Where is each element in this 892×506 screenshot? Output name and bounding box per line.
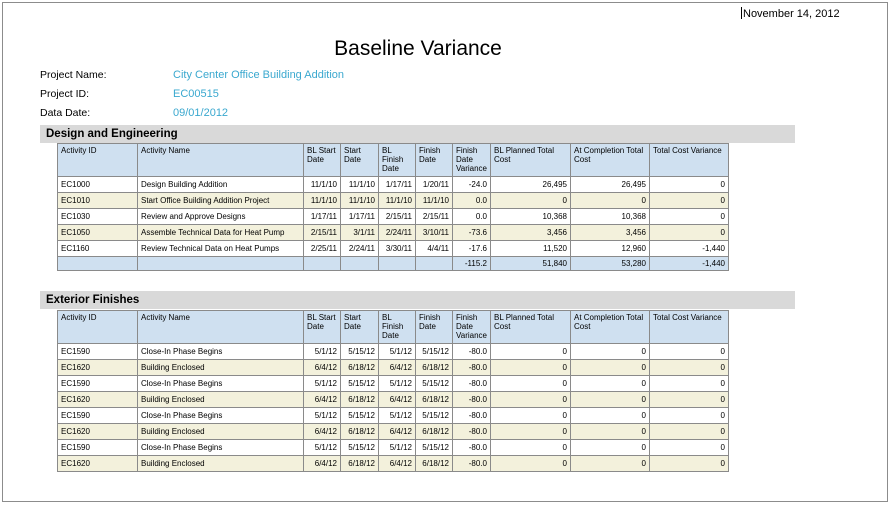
project-id-value: EC00515 (173, 88, 219, 100)
total-finish-date-variance: -115.2 (453, 257, 491, 271)
cell-activity-name: Close-In Phase Begins (138, 344, 304, 360)
cell-activity-name: Building Enclosed (138, 456, 304, 472)
cell-start-date: 6/18/12 (341, 456, 379, 472)
report-title: Baseline Variance (334, 37, 502, 60)
col-header-start: Start Date (341, 144, 379, 177)
col-header-finish: Finish Date (416, 144, 453, 177)
cell-finish-date-variance: -80.0 (453, 456, 491, 472)
cell-bl-planned-total-cost: 26,495 (490, 177, 570, 193)
cell-total-cost-variance: 0 (649, 193, 728, 209)
total-finish-date (416, 257, 453, 271)
cell-finish-date-variance: -80.0 (453, 392, 491, 408)
project-name-value: City Center Office Building Addition (173, 69, 344, 81)
cell-start-date: 3/1/11 (341, 225, 379, 241)
cell-total-cost-variance: 0 (649, 360, 728, 376)
cell-bl-planned-total-cost: 0 (490, 424, 570, 440)
cell-at-completion-total-cost: 0 (570, 440, 649, 456)
cell-total-cost-variance: -1,440 (649, 241, 728, 257)
total-activity-id (58, 257, 138, 271)
cell-activity-name: Close-In Phase Begins (138, 376, 304, 392)
cell-activity-name: Assemble Technical Data for Heat Pump (138, 225, 304, 241)
cell-start-date: 5/15/12 (341, 408, 379, 424)
col-header-cost-variance: Total Cost Variance (649, 144, 728, 177)
cell-at-completion-total-cost: 0 (570, 456, 649, 472)
cell-bl-planned-total-cost: 11,520 (490, 241, 570, 257)
col-header-at-completion-cost: At Completion Total Cost (570, 144, 649, 177)
cell-finish-date: 5/15/12 (416, 376, 453, 392)
cell-finish-date-variance: -17.6 (453, 241, 491, 257)
table-row (58, 392, 729, 408)
col-header-start: Start Date (341, 311, 379, 344)
cell-finish-date-variance: -73.6 (453, 225, 491, 241)
section-header-exterior-finishes: Exterior Finishes (40, 291, 795, 309)
cell-finish-date: 4/4/11 (416, 241, 453, 257)
cell-finish-date: 11/1/10 (416, 193, 453, 209)
col-header-activity-name: Activity Name (138, 311, 304, 344)
cell-bl-planned-total-cost: 0 (490, 440, 570, 456)
cell-finish-date-variance: -80.0 (453, 344, 491, 360)
total-bl-finish-date (379, 257, 416, 271)
col-header-at-completion-cost: At Completion Total Cost (570, 311, 649, 344)
table-row (58, 209, 729, 225)
cell-bl-start-date: 11/1/10 (304, 193, 341, 209)
cell-finish-date: 6/18/12 (416, 360, 453, 376)
cell-at-completion-total-cost: 0 (570, 376, 649, 392)
cell-total-cost-variance: 0 (649, 424, 728, 440)
cell-start-date: 5/15/12 (341, 344, 379, 360)
cell-start-date: 6/18/12 (341, 360, 379, 376)
cell-start-date: 11/1/10 (341, 177, 379, 193)
cell-bl-start-date: 2/15/11 (304, 225, 341, 241)
cell-bl-start-date: 5/1/12 (304, 408, 341, 424)
report-date (741, 7, 840, 20)
cell-activity-id: EC1010 (58, 193, 138, 209)
cell-finish-date-variance: -80.0 (453, 376, 491, 392)
cell-bl-finish-date: 2/24/11 (379, 225, 416, 241)
total-at-completion-total-cost: 53,280 (570, 257, 649, 271)
cell-total-cost-variance: 0 (649, 177, 728, 193)
cell-bl-start-date: 6/4/12 (304, 456, 341, 472)
cell-at-completion-total-cost: 12,960 (570, 241, 649, 257)
design-engineering-table (57, 143, 729, 271)
cell-at-completion-total-cost: 0 (570, 193, 649, 209)
cell-start-date: 5/15/12 (341, 376, 379, 392)
cell-activity-id: EC1160 (58, 241, 138, 257)
cell-at-completion-total-cost: 0 (570, 344, 649, 360)
cell-finish-date: 1/20/11 (416, 177, 453, 193)
cell-activity-name: Close-In Phase Begins (138, 440, 304, 456)
cell-activity-id: EC1590 (58, 408, 138, 424)
cell-start-date: 2/24/11 (341, 241, 379, 257)
cell-activity-name: Close-In Phase Begins (138, 408, 304, 424)
cell-activity-id: EC1000 (58, 177, 138, 193)
cell-at-completion-total-cost: 0 (570, 392, 649, 408)
cell-finish-date-variance: 0.0 (453, 193, 491, 209)
col-header-activity-name: Activity Name (138, 144, 304, 177)
cell-at-completion-total-cost: 10,368 (570, 209, 649, 225)
cell-activity-name: Start Office Building Addition Project (138, 193, 304, 209)
cell-activity-id: EC1050 (58, 225, 138, 241)
col-header-finish: Finish Date (416, 311, 453, 344)
cell-bl-planned-total-cost: 3,456 (490, 225, 570, 241)
cell-activity-id: EC1620 (58, 360, 138, 376)
table-row (58, 456, 729, 472)
cell-total-cost-variance: 0 (649, 344, 728, 360)
cell-finish-date: 3/10/11 (416, 225, 453, 241)
cell-activity-name: Building Enclosed (138, 424, 304, 440)
table-header-row (58, 311, 729, 344)
cell-bl-finish-date: 11/1/10 (379, 193, 416, 209)
cell-total-cost-variance: 0 (649, 209, 728, 225)
cell-bl-start-date: 5/1/12 (304, 376, 341, 392)
col-header-bl-finish: BL Finish Date (379, 144, 416, 177)
cell-bl-planned-total-cost: 0 (490, 360, 570, 376)
exterior-finishes-rows (58, 344, 729, 472)
cell-start-date: 6/18/12 (341, 392, 379, 408)
table-row (58, 225, 729, 241)
cell-total-cost-variance: 0 (649, 392, 728, 408)
col-header-bl-planned-cost: BL Planned Total Cost (490, 311, 570, 344)
table-row (58, 193, 729, 209)
project-name-label: Project Name: (40, 69, 107, 81)
table-row (58, 344, 729, 360)
cell-start-date: 1/17/11 (341, 209, 379, 225)
cell-finish-date: 6/18/12 (416, 456, 453, 472)
cell-bl-start-date: 6/4/12 (304, 424, 341, 440)
cell-activity-name: Building Enclosed (138, 360, 304, 376)
table-header-row (58, 144, 729, 177)
report-date-text: November 14, 2012 (743, 8, 840, 20)
col-header-bl-finish: BL Finish Date (379, 311, 416, 344)
col-header-activity-id: Activity ID (58, 144, 138, 177)
cell-at-completion-total-cost: 26,495 (570, 177, 649, 193)
cell-bl-start-date: 6/4/12 (304, 360, 341, 376)
cell-finish-date: 5/15/12 (416, 344, 453, 360)
cell-activity-name: Review Technical Data on Heat Pumps (138, 241, 304, 257)
cell-activity-id: EC1590 (58, 344, 138, 360)
cell-finish-date: 6/18/12 (416, 424, 453, 440)
cell-activity-name: Building Enclosed (138, 392, 304, 408)
cell-total-cost-variance: 0 (649, 456, 728, 472)
col-header-bl-planned-cost: BL Planned Total Cost (490, 144, 570, 177)
cell-finish-date-variance: -80.0 (453, 440, 491, 456)
cell-bl-planned-total-cost: 0 (490, 344, 570, 360)
cell-bl-finish-date: 2/15/11 (379, 209, 416, 225)
cell-finish-date-variance: -80.0 (453, 408, 491, 424)
cell-bl-planned-total-cost: 10,368 (490, 209, 570, 225)
cell-activity-id: EC1620 (58, 424, 138, 440)
data-date-label: Data Date: (40, 107, 91, 119)
cell-bl-finish-date: 6/4/12 (379, 424, 416, 440)
cell-total-cost-variance: 0 (649, 408, 728, 424)
design-engineering-rows (58, 177, 729, 271)
col-header-activity-id: Activity ID (58, 311, 138, 344)
cell-bl-planned-total-cost: 0 (490, 408, 570, 424)
totals-row (58, 257, 729, 271)
cell-start-date: 11/1/10 (341, 193, 379, 209)
cell-bl-start-date: 2/25/11 (304, 241, 341, 257)
cell-bl-start-date: 11/1/10 (304, 177, 341, 193)
cell-at-completion-total-cost: 0 (570, 360, 649, 376)
cell-bl-finish-date: 6/4/12 (379, 392, 416, 408)
cell-finish-date-variance: -80.0 (453, 360, 491, 376)
cell-activity-id: EC1620 (58, 392, 138, 408)
cell-activity-name: Review and Approve Designs (138, 209, 304, 225)
cell-total-cost-variance: 0 (649, 440, 728, 456)
cell-bl-start-date: 6/4/12 (304, 392, 341, 408)
table-row (58, 376, 729, 392)
table-row (58, 440, 729, 456)
cell-bl-finish-date: 6/4/12 (379, 456, 416, 472)
total-bl-planned-total-cost: 51,840 (490, 257, 570, 271)
cell-bl-planned-total-cost: 0 (490, 376, 570, 392)
cell-bl-finish-date: 3/30/11 (379, 241, 416, 257)
table-row (58, 360, 729, 376)
cell-total-cost-variance: 0 (649, 376, 728, 392)
cell-bl-finish-date: 5/1/12 (379, 408, 416, 424)
cell-activity-id: EC1590 (58, 440, 138, 456)
cell-activity-id: EC1590 (58, 376, 138, 392)
total-bl-start-date (304, 257, 341, 271)
cell-at-completion-total-cost: 0 (570, 408, 649, 424)
table-row (58, 424, 729, 440)
cell-bl-planned-total-cost: 0 (490, 456, 570, 472)
cell-bl-start-date: 5/1/12 (304, 344, 341, 360)
project-id-label: Project ID: (40, 88, 90, 100)
cell-activity-id: EC1030 (58, 209, 138, 225)
total-start-date (341, 257, 379, 271)
cell-bl-finish-date: 6/4/12 (379, 360, 416, 376)
cell-total-cost-variance: 0 (649, 225, 728, 241)
cell-start-date: 6/18/12 (341, 424, 379, 440)
text-cursor (741, 7, 742, 19)
cell-bl-finish-date: 5/1/12 (379, 440, 416, 456)
cell-activity-name: Design Building Addition (138, 177, 304, 193)
cell-at-completion-total-cost: 0 (570, 424, 649, 440)
cell-at-completion-total-cost: 3,456 (570, 225, 649, 241)
cell-finish-date: 5/15/12 (416, 440, 453, 456)
col-header-bl-start: BL Start Date (304, 311, 341, 344)
col-header-bl-start: BL Start Date (304, 144, 341, 177)
cell-finish-date: 5/15/12 (416, 408, 453, 424)
total-activity-name (138, 257, 304, 271)
data-date-value: 09/01/2012 (173, 107, 229, 119)
cell-bl-planned-total-cost: 0 (490, 392, 570, 408)
table-row (58, 241, 729, 257)
cell-bl-finish-date: 1/17/11 (379, 177, 416, 193)
cell-bl-start-date: 1/17/11 (304, 209, 341, 225)
cell-bl-start-date: 5/1/12 (304, 440, 341, 456)
cell-start-date: 5/15/12 (341, 440, 379, 456)
col-header-cost-variance: Total Cost Variance (649, 311, 728, 344)
table-row (58, 408, 729, 424)
col-header-finish-variance: Finish Date Variance (453, 311, 491, 344)
cell-bl-finish-date: 5/1/12 (379, 344, 416, 360)
exterior-finishes-table (57, 310, 729, 472)
cell-activity-id: EC1620 (58, 456, 138, 472)
col-header-finish-variance: Finish Date Variance (453, 144, 491, 177)
cell-finish-date-variance: -24.0 (453, 177, 491, 193)
cell-finish-date-variance: 0.0 (453, 209, 491, 225)
cell-finish-date: 6/18/12 (416, 392, 453, 408)
cell-finish-date: 2/15/11 (416, 209, 453, 225)
section-header-design-engineering: Design and Engineering (40, 125, 795, 143)
cell-bl-planned-total-cost: 0 (490, 193, 570, 209)
cell-bl-finish-date: 5/1/12 (379, 376, 416, 392)
table-row (58, 177, 729, 193)
cell-finish-date-variance: -80.0 (453, 424, 491, 440)
total-total-cost-variance: -1,440 (649, 257, 728, 271)
